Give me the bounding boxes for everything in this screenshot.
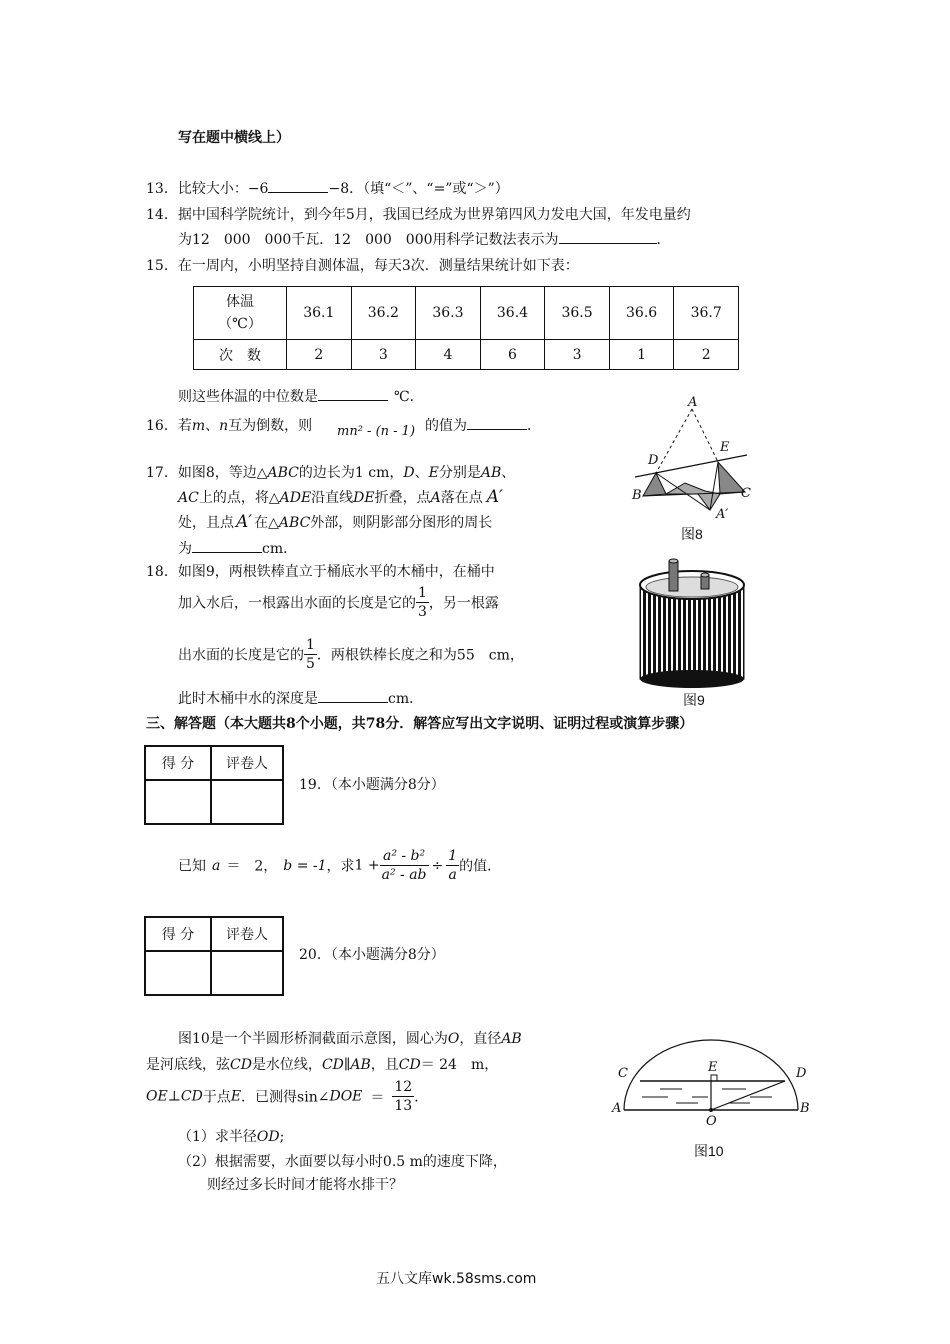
- q19-fraction-2: $\frac{1}{a}$: [448, 848, 458, 883]
- fig8-ae-dashed: [692, 409, 718, 462]
- q20-line2: 是河底线，弦CD是水位线，CD∥AB，且CD＝ 24 m，: [146, 1057, 499, 1073]
- fig9-barrel-bottom: [640, 670, 744, 688]
- fig10-center-point: [709, 1108, 713, 1112]
- q16-answer-blank[interactable]: [467, 415, 527, 430]
- q14-line2-text: 为12 000 000千瓦．12 000 000用科学记数法表示为: [178, 232, 559, 248]
- fig10-label-b: B: [800, 1101, 810, 1116]
- table-cell: 36.7: [674, 287, 739, 340]
- q19-title: 19．（本小题满分8分）: [299, 777, 445, 793]
- fig8-label-aprime: A′: [716, 507, 729, 522]
- q13-answer-blank[interactable]: [268, 178, 328, 193]
- q14-end: ．: [656, 232, 671, 248]
- q15-intro: 在一周内，小明坚持自测体温，每天3次．测量结果统计如下表：: [177, 258, 579, 274]
- q16-expression: mn² - (n - 1): [337, 424, 416, 439]
- q20-line1: 图10是一个半圆形桥洞截面示意图，圆心为O，直径AB: [178, 1031, 522, 1047]
- q17-answer-blank[interactable]: [192, 538, 262, 553]
- score-header: 得 分: [145, 746, 211, 780]
- table-cell: 36.1: [287, 287, 352, 340]
- fig9-caption: 图9: [683, 692, 705, 708]
- q16-tail: [425, 415, 541, 435]
- q20-fraction: $\frac{12}{13}$: [394, 1079, 413, 1114]
- table-header-temp: 体温 （℃）: [194, 287, 287, 340]
- fig9-water-surface: [646, 577, 738, 597]
- q15-followup: [178, 386, 424, 406]
- fig10-caption: 图10: [694, 1143, 724, 1159]
- fig8-label-c: C: [741, 486, 751, 501]
- table-cell: 1: [609, 340, 674, 370]
- q14-line1: 据中国科学院统计，到今年5月，我国已经成为世界第四风力发电大国，年发电量约: [177, 207, 691, 223]
- q15-answer-blank[interactable]: [318, 386, 388, 401]
- q20-sub2: （2）根据需要，水面要以每小时0.5 m的速度下降，: [178, 1154, 507, 1170]
- q16-var-m: m: [191, 418, 206, 434]
- table-cell: 3: [545, 340, 610, 370]
- q19-b-value: b = -1: [283, 857, 327, 874]
- q16-text3: 的值为: [425, 418, 467, 434]
- fig10-od-line: [711, 1081, 785, 1110]
- q15-number: 15．: [146, 258, 178, 274]
- table-cell: 36.4: [480, 287, 545, 340]
- section-heading-fill: 写在题中横线上）: [178, 130, 290, 146]
- q16-text1: 若: [177, 418, 192, 434]
- q19-body: 已知 a ＝ 2， b = -1，求1 + $\frac{\text{a² - b²}}{\text{a² - ab}}$ ÷ $\frac{1}{a}$ 的值．: [178, 848, 502, 883]
- fig10-label-c: C: [618, 1066, 628, 1081]
- fig9-rod-1-top: [669, 559, 678, 563]
- fig8-caption: 图8: [681, 526, 703, 542]
- q18-answer-blank[interactable]: [318, 688, 388, 703]
- fig9-rod-1: [669, 561, 678, 591]
- temperature-table: [193, 286, 739, 370]
- q13-number: 13．: [146, 181, 178, 197]
- q18-fraction-2: $\frac{1}{5}$: [306, 637, 315, 672]
- fig10-label-d: D: [796, 1066, 807, 1081]
- table-cell: 4: [416, 340, 481, 370]
- table-cell: 2: [287, 340, 352, 370]
- q13-text1: 比较大小：−6: [177, 181, 269, 197]
- q15-after-text: 则这些体温的中位数是: [178, 389, 318, 405]
- score-cell[interactable]: [145, 951, 211, 995]
- fig10-label-e: E: [708, 1060, 718, 1075]
- table-cell: 36.5: [545, 287, 610, 340]
- q20-sub2-cont: 则经过多长时间才能将水排干？: [207, 1177, 403, 1193]
- table-cell: 36.3: [416, 287, 481, 340]
- figure-9: [638, 555, 748, 690]
- table-row-counts: [194, 340, 739, 370]
- table-cell: 3: [351, 340, 416, 370]
- fig10-label-a: A: [612, 1101, 622, 1116]
- table-cell: 6: [480, 340, 545, 370]
- fig8-label-e: E: [720, 440, 730, 455]
- question-17-line4: 为 cm．: [178, 538, 297, 558]
- fig8-label-d: D: [648, 453, 659, 468]
- score-header: 得 分: [145, 917, 211, 951]
- score-table-19: [144, 745, 284, 825]
- q16-number: 16．: [146, 418, 178, 434]
- fig10-right-angle: [711, 1075, 717, 1081]
- score-table-20: [144, 916, 284, 996]
- q16-sep: 、: [205, 418, 220, 434]
- question-17-line2: AC上的点，将△ADE沿直线DE折叠，点A落在点 A′: [178, 487, 503, 507]
- q20-line3: OE⊥CD于点E．已测得sin∠DOE ＝ $\frac{12}{13}$ ．: [146, 1079, 429, 1114]
- q16-end: ．: [527, 418, 541, 434]
- grader-header: 评卷人: [211, 917, 283, 951]
- fig8-ad-dashed: [656, 409, 692, 473]
- table-cell: 36.6: [609, 287, 674, 340]
- q15-unit: ℃．: [394, 389, 424, 405]
- question-18-line4: 此时木桶中水的深度是 cm．: [178, 688, 423, 708]
- figure-8: [625, 393, 760, 523]
- question-17-line3: 处，且点 A′ 在△ABC外部，则阴影部分图形的周长: [178, 512, 493, 532]
- question-18-line2: 加入水后，一根露出水面的长度是它的 $\frac{1}{3}$ ，另一根露: [178, 585, 499, 620]
- grader-cell[interactable]: [211, 780, 283, 824]
- score-cell[interactable]: [145, 780, 211, 824]
- fig8-label-b: B: [632, 488, 642, 503]
- table-cell: 36.2: [351, 287, 416, 340]
- fig9-rod-2-top: [701, 573, 709, 577]
- question-15: [146, 255, 579, 275]
- grader-header: 评卷人: [211, 746, 283, 780]
- fig8-label-a: A: [688, 395, 698, 410]
- q14-answer-blank[interactable]: [559, 229, 657, 244]
- table-cell: 2: [674, 340, 739, 370]
- grader-cell[interactable]: [211, 951, 283, 995]
- q13-text2: −8．（填“＜”、“=”或“＞”）: [328, 181, 509, 197]
- q16-var-n: n: [219, 418, 229, 434]
- fig10-label-o: O: [706, 1114, 717, 1129]
- question-18-line3: 出水面的长度是它的 $\frac{1}{5}$ ．两根铁棒长度之和为55 cm，: [178, 637, 524, 672]
- table-header-count: 次 数: [194, 340, 287, 370]
- fig8-shade-left: [643, 473, 666, 496]
- footer-watermark: 五八文库wk.58sms.com: [376, 1271, 537, 1287]
- question-14: [146, 204, 691, 224]
- question-14-line2: [178, 229, 671, 249]
- question-18-line1: 18．如图9，两根铁棒直立于桶底水平的木桶中，在桶中: [146, 564, 495, 580]
- q18-fraction-1: $\frac{1}{3}$: [418, 585, 427, 620]
- q19-fraction: $\frac{\text{a² - b²}}{\text{a² - ab}}$: [381, 848, 427, 883]
- q20-sub1: （1）求半径OD;: [178, 1129, 285, 1145]
- table-row-temps: [194, 287, 739, 340]
- q17-aprime: A′: [486, 487, 503, 507]
- question-17-line1: 17．如图8，等边△ABC的边长为1 cm，D、E分别是AB、: [146, 465, 516, 481]
- q14-number: 14．: [146, 207, 178, 223]
- q16-text2: 互为倒数，则: [228, 418, 313, 434]
- question-16: [146, 415, 312, 435]
- question-13: [146, 178, 509, 198]
- q20-title: 20．（本小题满分8分）: [299, 947, 445, 963]
- section-3-heading: 三、解答题（本大题共8个小题，共78分．解答应写出文字说明、证明过程或演算步骤）: [146, 716, 694, 732]
